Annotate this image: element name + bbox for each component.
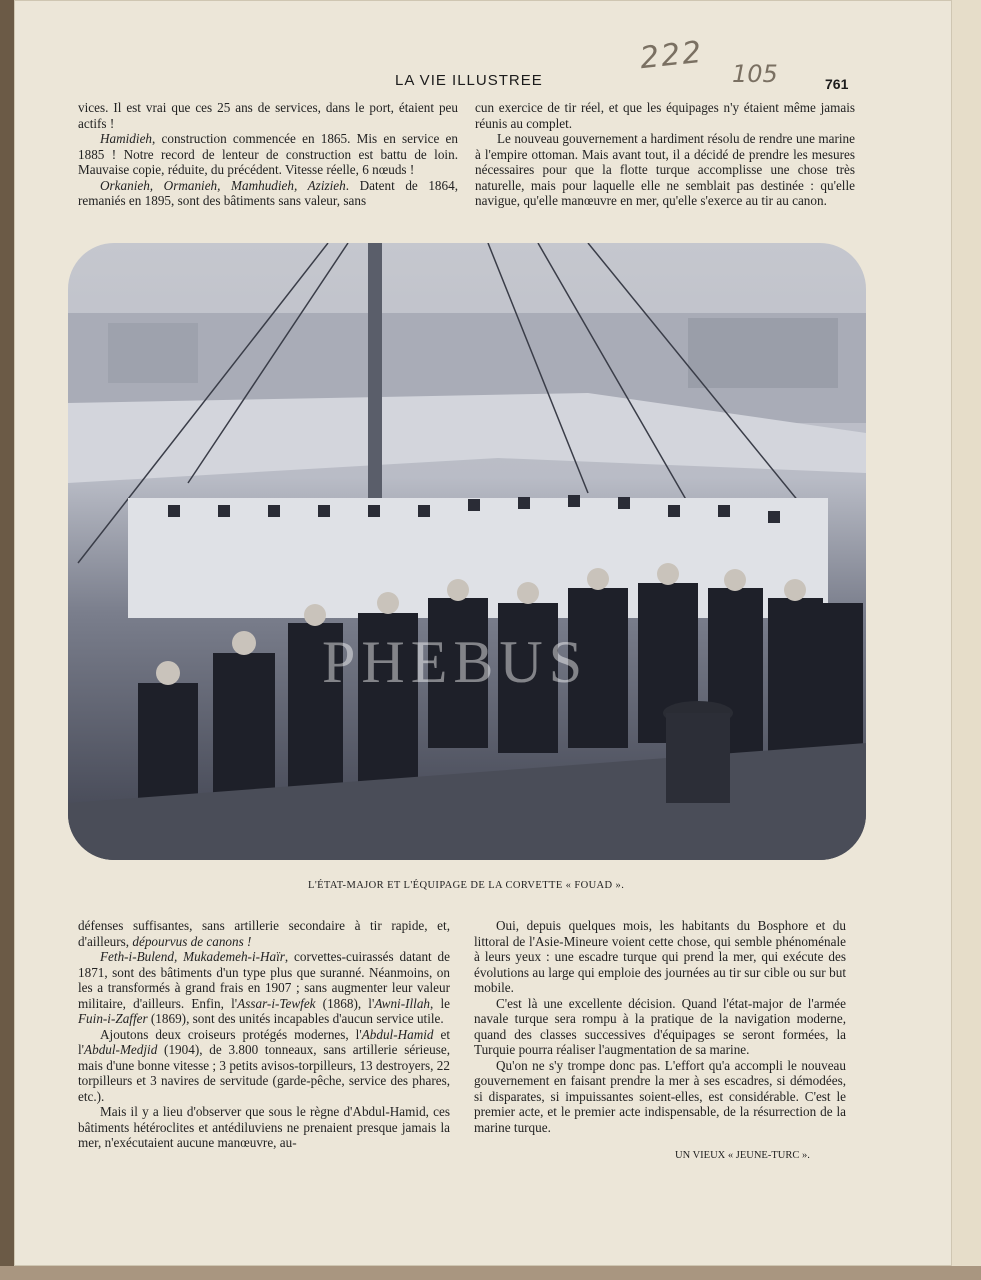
column-bottom-left xyxy=(78,918,450,1151)
author-signature: UN VIEUX « JEUNE-TURC ». xyxy=(675,1150,810,1161)
ship-name: Abdul-Hamid xyxy=(361,1026,434,1042)
ship-name: Orkanieh, Ormanieh, Mamhudieh, Azizieh xyxy=(100,177,346,193)
paragraph: Oui, depuis quelques mois, les habitants du Bosphore et du littoral de l'Asie-Mineure voient cette chose, qui semble phénoménale à leurs yeux : une escadre turque qui prend la mer, qui exécute des évolutions au large qui emploie des journées au tir sur cible ou sur but mobile. xyxy=(474,918,846,995)
crew-photograph xyxy=(68,243,866,860)
ship-name: Hamidieh xyxy=(100,131,153,146)
paragraph xyxy=(78,178,458,209)
paragraph-text: , corvettes-cuirassés datant de 1871, sont des bâtiments d'un type plus que suranné. Néanmoins, on les a transformés à grand frais en 1907 ; sans augmenter leur valeur militaire, d'ailleurs. Enfin, l' xyxy=(78,949,451,1011)
ship-name: Fuin-i-Zaffer xyxy=(78,1011,148,1026)
ship-name: Feth-i-Bulend, Mukademeh-i-Haïr xyxy=(100,949,285,964)
paragraph: cun exercice de tir réel, et que les équipages n'y étaient même jamais réunis au complet. xyxy=(475,100,855,131)
mast xyxy=(368,243,382,513)
paragraph: Le nouveau gouvernement a hardiment résolu de rendre une marine à l'empire ottoman. Mais avant tout, il a décidé de prendre les mesures nécessaires pour que la flotte turque accomplisse une chose très naturelle, mais pour laquelle elle ne semblait pas destinée : qu'elle navigue, qu'elle manœuvre en mer, qu'elle s'exerce au tir au canon. xyxy=(475,131,855,208)
paragraph-text: défenses suffisantes, sans artillerie secondaire à tir rapide, et, d'ailleurs, xyxy=(78,918,450,949)
watermark: PHEBUS xyxy=(322,629,589,695)
paragraph-text: , le xyxy=(430,995,450,1011)
paragraph-text: (1904), de 3.800 tonneaux, sans artillerie sérieuse, mais d'une bonne vitesse ; 3 petits avisos-torpilleurs, 13 destroyers, 22 torpilleurs et 3 navires de servitude (garde-pêche, service des phares, etc.). xyxy=(78,1042,450,1104)
paragraph xyxy=(78,1027,450,1105)
building xyxy=(688,318,838,388)
paragraph: vices. Il est vrai que ces 25 ans de services, dans le port, étaient peu actifs ! xyxy=(78,100,458,131)
column-bottom-right xyxy=(474,918,846,1135)
paragraph xyxy=(78,949,450,1027)
page-edge xyxy=(0,1266,981,1280)
page-number: 761 xyxy=(825,76,849,92)
ship-name: Abdul-Medjid xyxy=(84,1042,158,1057)
paragraph-text: Ajoutons deux croiseurs protégés modernes, l' xyxy=(100,1026,362,1042)
building xyxy=(108,323,198,383)
paragraph: Mais il y a lieu d'observer que sous le règne d'Abdul-Hamid, ces bâtiments hétéroclites et antédiluviens ne prenaient presque jamais la mer, n'exécutaient aucune manœuvre, au- xyxy=(78,1104,450,1150)
paragraph-text: (1868), l' xyxy=(315,995,375,1011)
running-header-title: LA VIE ILLUSTREE xyxy=(395,72,543,89)
capstan xyxy=(666,713,730,803)
paragraph-text: . Datent de 1864, remaniés en 1895, sont des bâtiments sans valeur, sans xyxy=(78,177,458,208)
paragraph: Qu'on ne s'y trompe donc pas. L'effort qu'a accompli le nouveau gouvernement en faisant prendre la mer à ses escadres, si démodées, si disparates, si impuissantes soient-elles, est considérable. C'est le premier acte, et le premier acte indispensable, de la résurrection de la marine turque. xyxy=(474,1057,846,1135)
ship-name: Awni-Illah xyxy=(374,995,431,1011)
paragraph: C'est là une excellente décision. Quand l'état-major de l'armée navale turque sera rompu à la pratique de la navigation moderne, quand des classes successives d'équipages se seront formées, la Turquie pourra réaliser l'augmentation de sa marine. xyxy=(474,995,846,1057)
column-top-right xyxy=(475,100,855,209)
paragraph xyxy=(78,131,458,178)
paragraph-text: et l' xyxy=(78,1026,450,1057)
pencil-mark-2: 105 xyxy=(732,60,778,88)
photo-caption: L'ÉTAT-MAJOR ET L'ÉQUIPAGE DE LA CORVETTE « FOUAD ». xyxy=(308,880,625,891)
column-top-left xyxy=(78,100,458,209)
paragraph xyxy=(78,918,450,949)
pencil-mark: 222 xyxy=(638,34,705,77)
photo-illustration xyxy=(68,243,866,860)
emphasis: dépourvus de canons ! xyxy=(132,933,252,949)
ship-name: Assar-i-Tewfek xyxy=(237,995,316,1011)
paragraph-text: (1869), sont des unités incapables d'aucun service utile. xyxy=(147,1011,444,1026)
paragraph-text: , construction commencée en 1865. Mis en service en 1885 ! Notre record de lenteur de construction est battu de loin. Mauvaise copie, réduite, du précédent. Vitesse réelle, 6 nœuds ! xyxy=(78,131,458,177)
